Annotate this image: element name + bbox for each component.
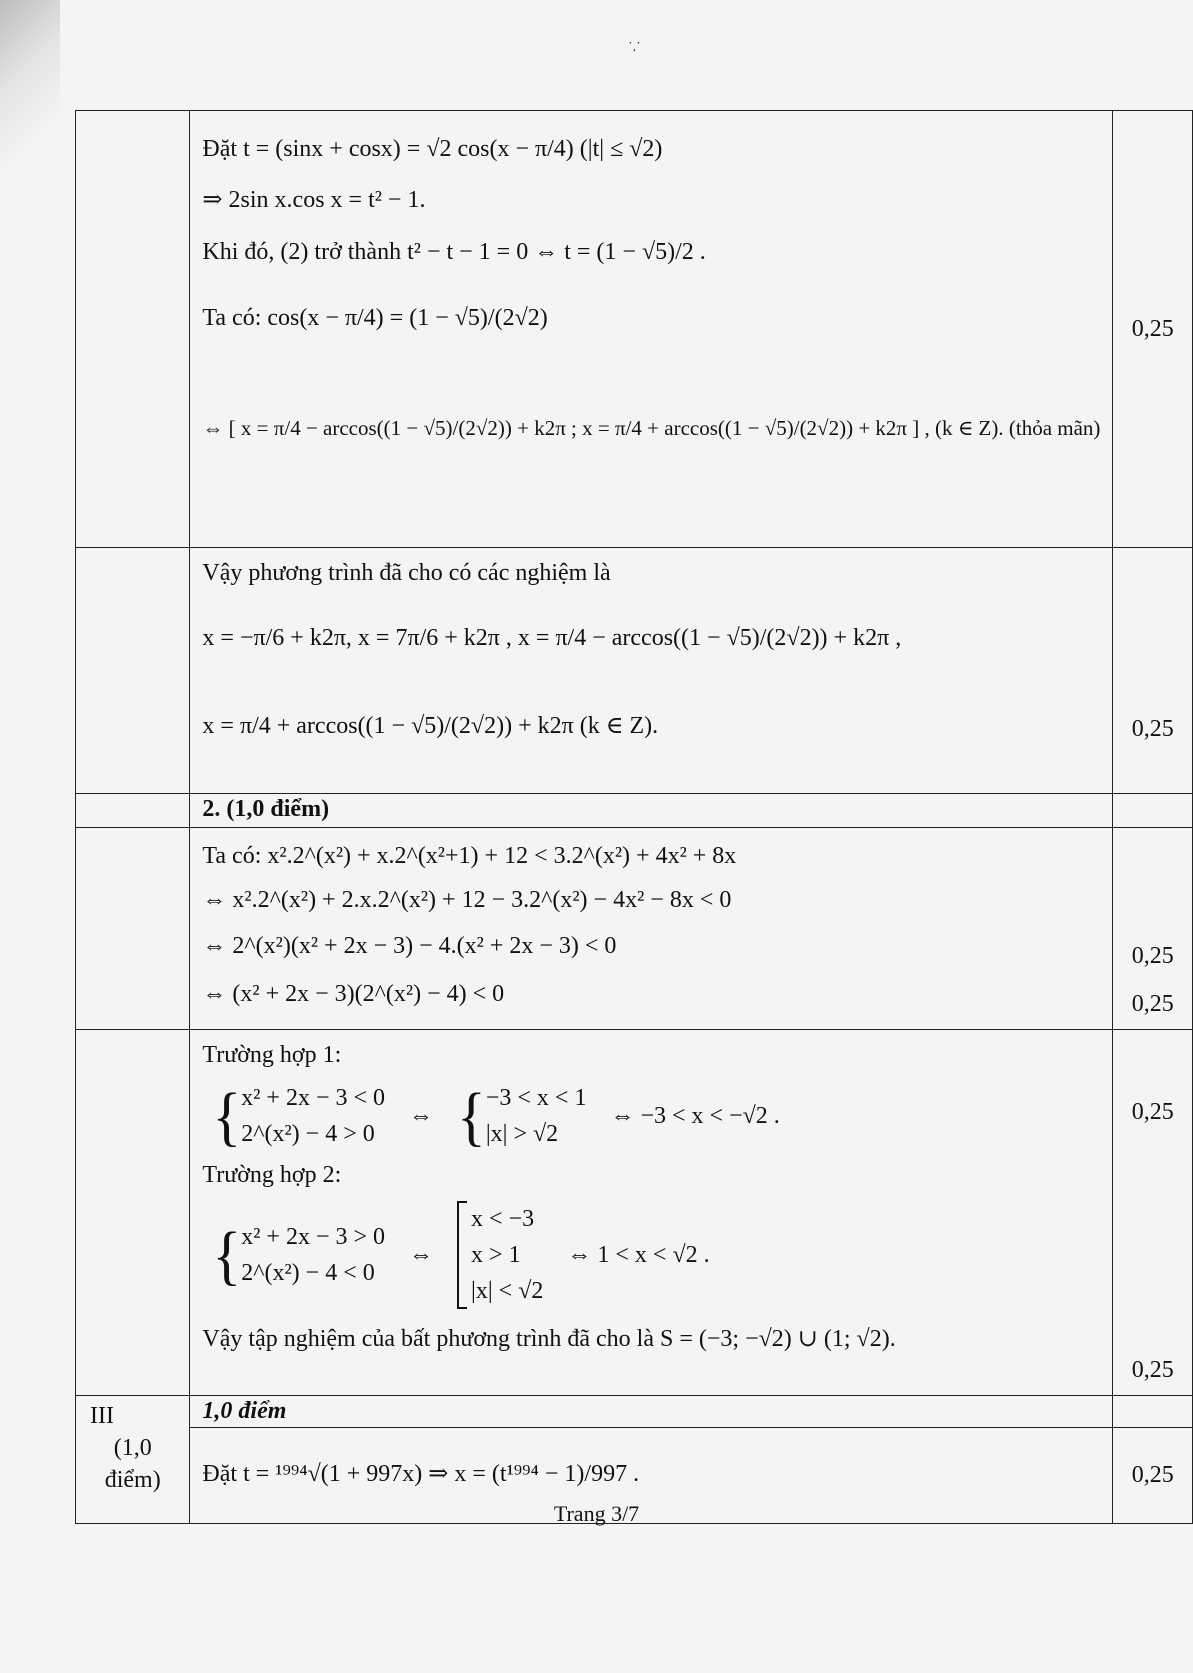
table-row	[76, 1030, 1193, 1396]
system-b: { −3 < x < 1 |x| > √2	[457, 1079, 587, 1153]
score-value: 0,25	[1131, 1099, 1174, 1125]
solution-line: x = π/4 + arccos((1 − √5)/(2√2)) + k2π (k ∈ Z).	[202, 713, 659, 739]
answer-table	[75, 110, 1193, 1524]
solution-line: Vậy phương trình đã cho có các nghiệm là	[202, 560, 611, 586]
case-1-systems: { x² + 2x − 3 < 0 2^(x²) − 4 > 0 ⇔ { −3 < x < 1 |x| > √2 ⇔ −3 < x < −√2 .	[212, 1079, 780, 1153]
system-b: x < −3 x > 1 |x| < √2	[457, 1201, 543, 1309]
table-row	[76, 828, 1193, 1030]
section-points: (1,0 điểm)	[104, 1435, 161, 1493]
solution-line: Ta có: x².2^(x²) + x.2^(x²+1) + 12 < 3.2^(x²) + 4x² + 8x	[202, 843, 737, 869]
solution-cell	[190, 828, 1113, 1030]
section-heading: 1,0 điểm	[202, 1398, 287, 1424]
system-a: { x² + 2x − 3 > 0 2^(x²) − 4 < 0	[212, 1218, 386, 1292]
table-row	[76, 1396, 1193, 1428]
solution-line: ⇔ [ x = π/4 − arccos((1 − √5)/(2√2)) + k2π ; x = π/4 + arccos((1 − √5)/(2√2)) + k2π ] , (k ∈ Z). (thỏa mãn)	[202, 416, 1101, 440]
solution-line: ⇔ x².2^(x²) + 2.x.2^(x²) + 12 − 3.2^(x²) − 4x² − 8x < 0	[202, 887, 732, 913]
score-value: 0,25	[1131, 1357, 1174, 1383]
score-value: 0,25	[1131, 943, 1174, 969]
scan-speck: ˙.˙	[628, 40, 641, 55]
solution-cell	[190, 111, 1113, 548]
solution-line: x = −π/6 + k2π, x = 7π/6 + k2π , x = π/4 − arccos((1 − √5)/(2√2)) + k2π ,	[202, 625, 902, 651]
conclusion-line: Vậy tập nghiệm của bất phương trình đã cho là S = (−3; −√2) ∪ (1; √2).	[202, 1326, 896, 1352]
solution-cell	[190, 548, 1113, 794]
solution-cell	[190, 1030, 1113, 1396]
subsection-heading: 2. (1,0 điểm)	[202, 796, 330, 822]
table-row	[76, 548, 1193, 794]
table-row	[76, 794, 1193, 828]
solution-line: ⇔ 2^(x²)(x² + 2x − 3) − 4.(x² + 2x − 3) < 0	[202, 933, 617, 959]
section-number: III	[90, 1403, 114, 1429]
case-2-systems: { x² + 2x − 3 > 0 2^(x²) − 4 < 0 ⇔ x < −3 x > 1 |x| < √2 ⇔ 1 < x < √2 .	[202, 1196, 1100, 1314]
page-fold-shadow	[0, 0, 60, 180]
solution-line: Đặt t = ¹⁹⁹⁴√(1 + 997x) ⇒ x = (t¹⁹⁹⁴ − 1)/997 .	[202, 1461, 640, 1487]
page-number: Trang 3/7	[553, 1501, 640, 1526]
score-cell: 0,25	[1113, 548, 1193, 794]
case-label: Trường hợp 2:	[202, 1162, 342, 1188]
solution-line: ⇔ (x² + 2x − 3)(2^(x²) − 4) < 0	[202, 981, 505, 1007]
score-cell: 0,25	[1113, 111, 1193, 548]
score-cell: 0,25	[1113, 1428, 1193, 1524]
solution-line: Ta có: cos(x − π/4) = (1 − √5)/(2√2)	[202, 305, 548, 331]
system-a: { x² + 2x − 3 < 0 2^(x²) − 4 > 0	[212, 1079, 386, 1153]
case-label: Trường hợp 1:	[202, 1042, 342, 1068]
table-row	[76, 111, 1193, 548]
solution-line: ⇒ 2sin x.cos x = t² − 1.	[202, 187, 426, 213]
solution-line: Đặt t = (sinx + cosx) = √2 cos(x − π/4) (|t| ≤ √2)	[202, 136, 663, 162]
solution-line: Khi đó, (2) trở thành t² − t − 1 = 0 ⇔ t = (1 − √5)/2 .	[202, 239, 706, 265]
score-value: 0,25	[1131, 991, 1174, 1017]
